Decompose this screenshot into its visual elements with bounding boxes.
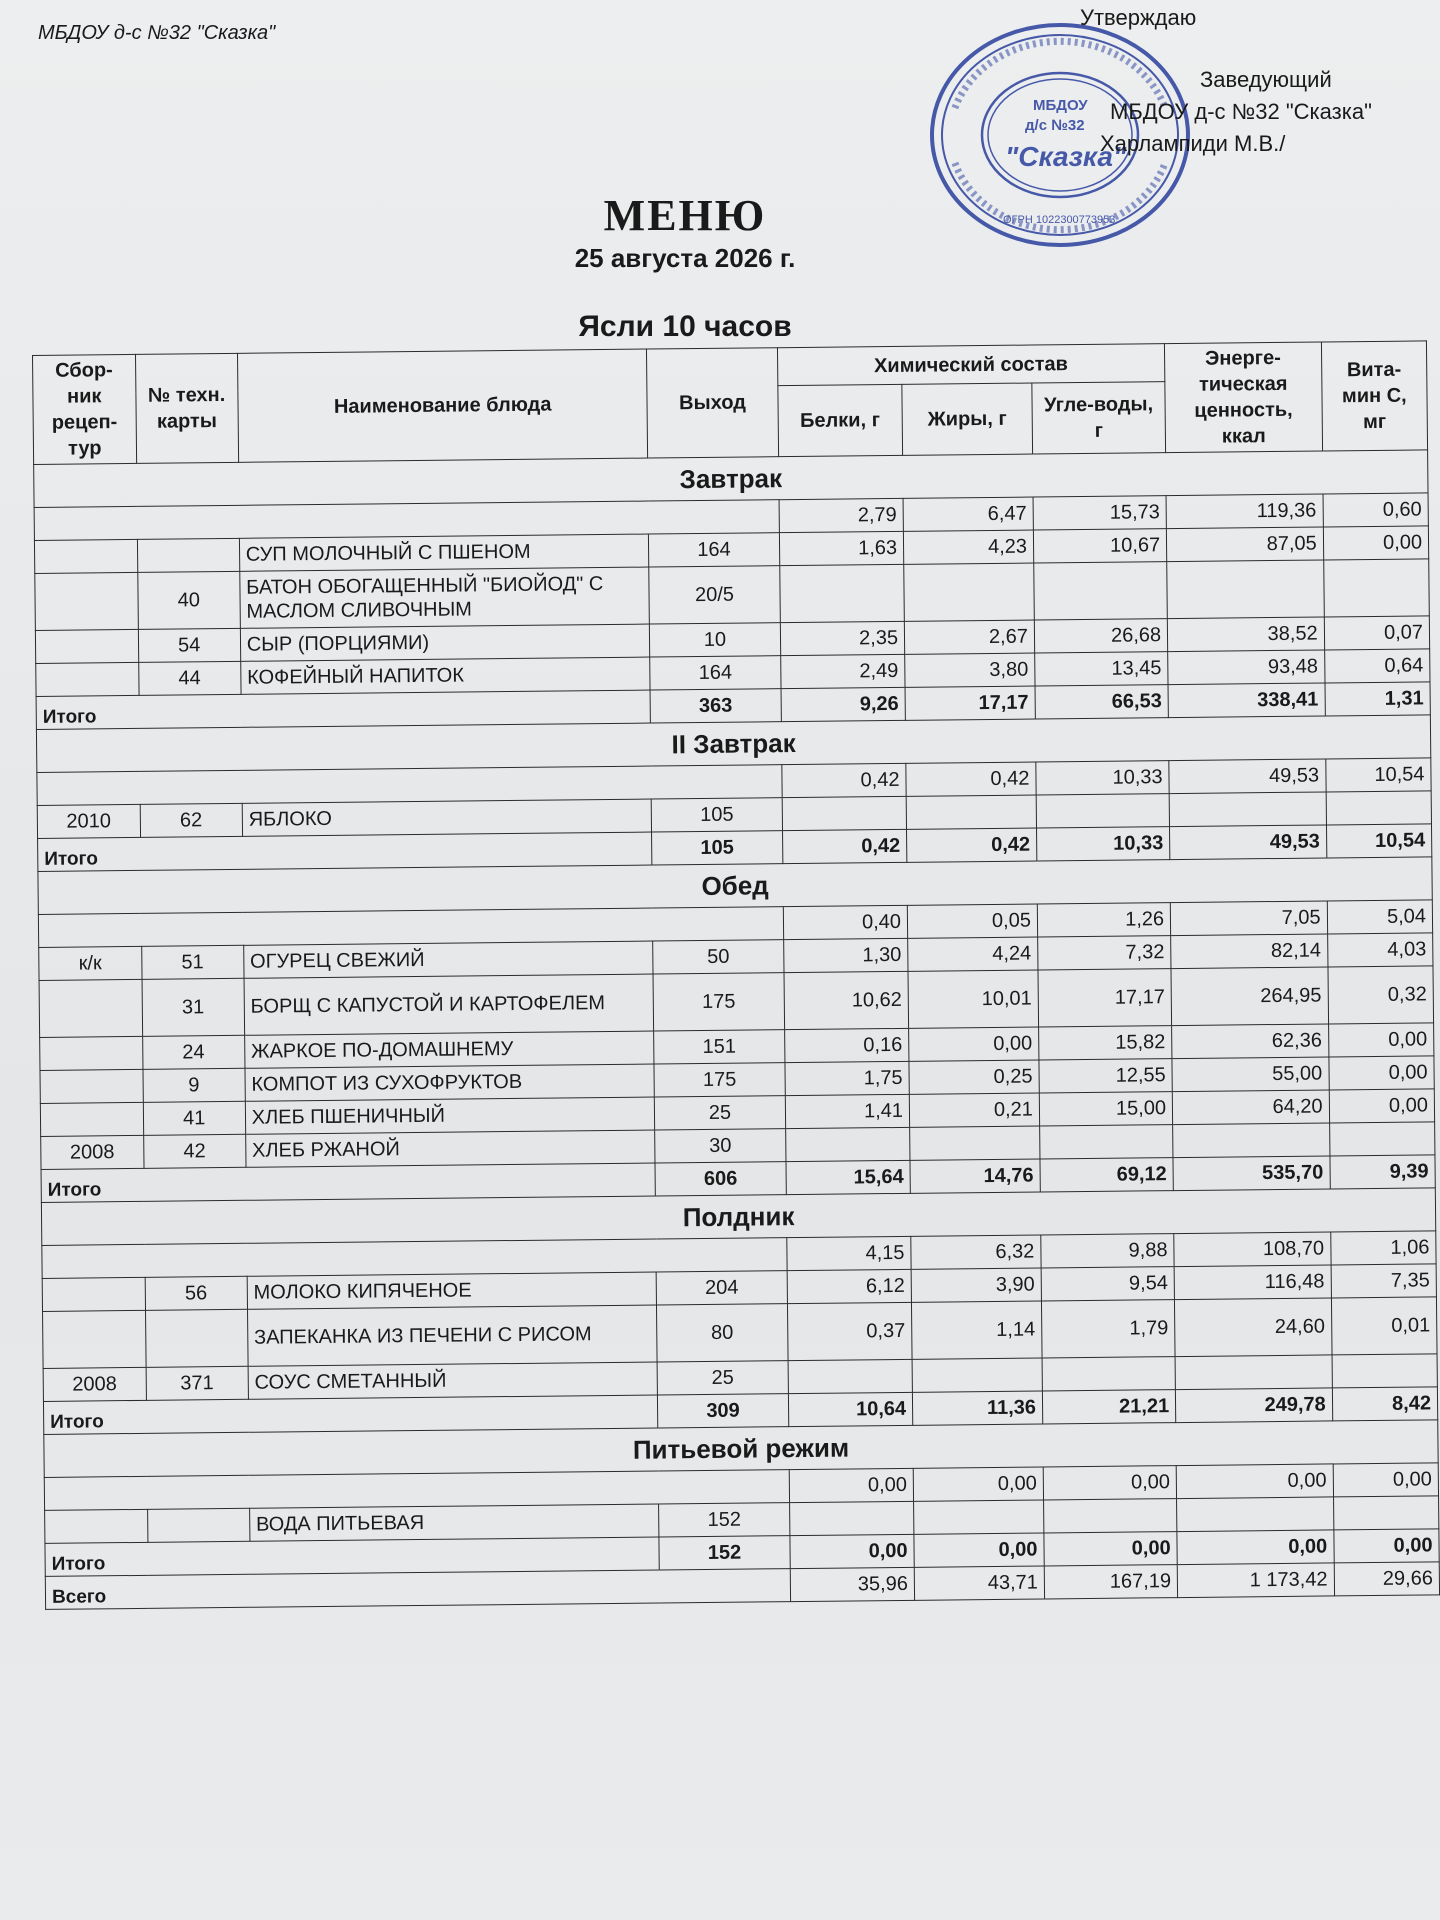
subtotal-carbs-value: 10,33 (1036, 827, 1170, 861)
vitamin-c-value: 0,64 (1324, 649, 1430, 683)
output-cell: 20/5 (649, 566, 780, 624)
energy-value: 82,14 (1171, 934, 1328, 969)
subtotal-protein-value: 10,64 (788, 1392, 913, 1426)
tech-card-cell: 62 (140, 803, 242, 837)
dish-name-cell: СОУС СМЕТАННЫЙ (248, 1362, 658, 1399)
menu-date: 25 августа 2026 г. (574, 243, 796, 273)
carbs-value: 0,00 (1043, 1466, 1177, 1500)
section-title: Полдник (41, 1188, 1435, 1246)
subtotal-output: 152 (659, 1536, 789, 1570)
dish-name-cell: ХЛЕБ ПШЕНИЧНЫЙ (245, 1097, 655, 1134)
tech-card-cell: 40 (137, 571, 240, 629)
subtotal-fat-value: 17,17 (905, 686, 1035, 720)
fat-value (912, 1358, 1042, 1392)
fat-value (906, 795, 1036, 829)
subtotal-fat-value: 0,00 (914, 1533, 1044, 1567)
carbs-value: 15,82 (1039, 1026, 1173, 1060)
vitamin-c-value: 1,06 (1330, 1231, 1436, 1265)
grand-total-label: Всего (45, 1569, 790, 1610)
subtotal-vitamin-c-value: 0,00 (1334, 1529, 1440, 1563)
grand-total-fat-value: 43,71 (914, 1566, 1044, 1600)
subtotal-protein-value: 0,00 (789, 1534, 914, 1568)
carbs-value: 9,54 (1041, 1267, 1175, 1301)
output-cell: 50 (653, 940, 783, 974)
energy-value: 108,70 (1174, 1232, 1331, 1267)
carbs-value: 1,26 (1037, 903, 1171, 937)
section-title: Завтрак (34, 450, 1428, 508)
dish-name-cell: ЗАПЕКАНКА ИЗ ПЕЧЕНИ С РИСОМ (247, 1305, 657, 1366)
dish-name-cell: ХЛЕБ РЖАНОЙ (245, 1130, 655, 1167)
menu-table (32, 340, 1440, 1610)
subtotal-label: Итого (38, 832, 653, 871)
carbs-value: 17,17 (1038, 969, 1172, 1027)
dish-name-cell: ЖАРКОЕ ПО-ДОМАШНЕМУ (244, 1031, 654, 1068)
recipe-collection-cell: 2008 (41, 1135, 144, 1169)
grand-total-protein-value: 35,96 (790, 1567, 915, 1601)
carbs-value: 26,68 (1034, 619, 1168, 653)
carbs-value: 1,79 (1041, 1300, 1175, 1358)
recipe-collection-cell (34, 539, 137, 573)
fat-value: 0,42 (906, 762, 1036, 796)
dish-name-cell: СУП МОЛОЧНЫЙ С ПШЕНОМ (239, 534, 649, 571)
dish-name-cell: ЯБЛОКО (242, 799, 652, 836)
group-name: Ясли 10 часов (578, 310, 792, 343)
vitamin-c-value (1323, 559, 1429, 617)
vitamin-c-value: 0,07 (1324, 616, 1430, 650)
dish-name-cell: СЫР (ПОРЦИЯМИ) (240, 624, 650, 661)
subtotal-protein-value: 15,64 (785, 1160, 910, 1194)
output-cell: 25 (658, 1361, 788, 1395)
dish-name-cell: ОГУРЕЦ СВЕЖИЙ (243, 941, 653, 978)
output-cell: 10 (650, 623, 780, 657)
section-title: II Завтрак (36, 715, 1430, 773)
organization-name: МБДОУ д-с №32 "Сказка" (38, 22, 276, 44)
grand-total-energy-value: 1 173,42 (1177, 1563, 1334, 1598)
recipe-collection-cell (45, 1509, 148, 1543)
subtotal-energy-value: 249,78 (1176, 1388, 1333, 1423)
protein-value: 1,41 (785, 1094, 910, 1128)
approver-name: Харлампиди М.В./ (1100, 131, 1286, 156)
carbs-value (1042, 1357, 1176, 1391)
fat-value: 3,90 (911, 1268, 1041, 1302)
fat-value: 0,05 (907, 904, 1037, 938)
fat-value: 3,80 (905, 653, 1035, 687)
protein-value: 0,16 (784, 1028, 909, 1062)
carbs-value: 12,55 (1039, 1059, 1173, 1093)
protein-value (782, 796, 907, 830)
protein-value: 0,42 (781, 763, 906, 797)
subtotal-vitamin-c-value: 10,54 (1326, 824, 1432, 858)
approver-organization: МБДОУ д-с №32 "Сказка" (1110, 99, 1372, 124)
subtotal-fat-value: 11,36 (912, 1391, 1042, 1425)
energy-value (1175, 1355, 1332, 1390)
tech-card-cell: 42 (143, 1134, 245, 1168)
fat-value: 6,47 (903, 497, 1033, 531)
protein-value (788, 1359, 913, 1393)
energy-value (1167, 560, 1324, 619)
col-header-dish: Наименование блюда (237, 349, 648, 462)
fat-value: 4,23 (903, 530, 1033, 564)
energy-value: 93,48 (1168, 650, 1325, 685)
protein-value: 0,40 (783, 905, 908, 939)
subtotal-carbs-value: 69,12 (1040, 1158, 1174, 1192)
tech-card-cell: 54 (138, 628, 240, 662)
output-cell: 164 (650, 656, 780, 690)
subtotal-energy-value: 0,00 (1177, 1530, 1334, 1565)
col-header-chem: Химический состав (777, 344, 1165, 386)
subtotal-energy-value: 535,70 (1173, 1156, 1330, 1191)
dish-name-cell: БАТОН ОБОГАЩЕННЫЙ "БИОЙОД" С МАСЛОМ СЛИВОЧНЫМ (240, 567, 650, 628)
dish-name-cell: МОЛОКО КИПЯЧЕНОЕ (247, 1272, 657, 1309)
tech-card-cell: 41 (143, 1101, 245, 1135)
recipe-collection-cell (36, 662, 139, 696)
subtotal-fat-value: 14,76 (910, 1159, 1040, 1193)
fat-value: 0,00 (909, 1027, 1039, 1061)
subtotal-label: Итого (43, 1395, 658, 1434)
protein-value: 2,49 (780, 654, 905, 688)
subtotal-vitamin-c-value: 9,39 (1330, 1155, 1436, 1189)
recipe-collection-cell (35, 572, 138, 630)
energy-value: 7,05 (1170, 901, 1327, 936)
protein-value (789, 1501, 914, 1535)
carbs-value: 7,32 (1038, 936, 1172, 970)
fat-value (904, 563, 1034, 621)
tech-card-cell: 24 (142, 1035, 244, 1069)
subtotal-output: 105 (652, 831, 782, 865)
protein-value: 0,00 (789, 1468, 914, 1502)
energy-value: 116,48 (1174, 1265, 1331, 1300)
protein-value: 6,12 (787, 1269, 912, 1303)
carbs-value: 10,33 (1036, 761, 1170, 795)
output-cell: 152 (659, 1503, 789, 1537)
output-cell: 105 (652, 798, 782, 832)
energy-value: 38,52 (1167, 617, 1324, 652)
vitamin-c-value: 0,01 (1331, 1297, 1437, 1355)
carbs-value: 10,67 (1033, 529, 1167, 563)
vitamin-c-value (1326, 791, 1432, 825)
fat-value (914, 1500, 1044, 1534)
col-header-energy: Энерге-тическая ценность, ккал (1165, 342, 1323, 453)
section-title: Обед (38, 857, 1432, 915)
subtotal-carbs-value: 66,53 (1035, 685, 1169, 719)
subtotal-energy-value: 338,41 (1168, 683, 1325, 718)
energy-value (1169, 792, 1326, 827)
protein-value (779, 564, 904, 622)
energy-value: 55,00 (1172, 1057, 1329, 1092)
recipe-collection-cell: к/к (39, 946, 142, 980)
output-cell: 204 (657, 1271, 787, 1305)
subtotal-label: Итого (45, 1537, 660, 1576)
protein-value: 2,35 (780, 621, 905, 655)
dish-name-cell: КОМПОТ ИЗ СУХОФРУКТОВ (245, 1064, 655, 1101)
grand-total-carbs-value: 167,19 (1044, 1565, 1178, 1599)
vitamin-c-value: 10,54 (1325, 758, 1431, 792)
recipe-collection-cell (43, 1310, 146, 1368)
carbs-value: 13,45 (1035, 652, 1169, 686)
protein-value: 2,79 (779, 498, 904, 532)
energy-value: 64,20 (1172, 1090, 1329, 1125)
approve-label: Утверждаю (1080, 5, 1197, 30)
section-title: Питьевой режим (44, 1420, 1438, 1478)
energy-value: 0,00 (1176, 1464, 1333, 1499)
vitamin-c-value: 4,03 (1327, 933, 1433, 967)
vitamin-c-value: 0,00 (1333, 1463, 1439, 1497)
fat-value: 1,14 (911, 1301, 1041, 1359)
carbs-value (1036, 794, 1170, 828)
dish-name-cell: ВОДА ПИТЬЕВАЯ (249, 1504, 659, 1541)
subtotal-output: 606 (655, 1162, 785, 1196)
col-header-card: № техн. карты (135, 353, 238, 463)
protein-value: 4,15 (786, 1236, 911, 1270)
protein-value (785, 1127, 910, 1161)
recipe-collection-cell (39, 979, 142, 1037)
subtotal-fat-value: 0,42 (907, 828, 1037, 862)
tech-card-cell: 51 (141, 945, 243, 979)
recipe-collection-cell (35, 629, 138, 663)
tech-card-cell (145, 1309, 248, 1367)
fat-value: 2,67 (904, 620, 1034, 654)
col-header-collection: Сбор-ник рецеп-тур (33, 354, 137, 464)
tech-card-cell: 56 (145, 1276, 247, 1310)
energy-value: 119,36 (1166, 494, 1323, 529)
output-cell: 25 (655, 1096, 785, 1130)
protein-value: 0,37 (787, 1302, 912, 1360)
subtotal-protein-value: 0,42 (782, 829, 907, 863)
carbs-value (1043, 1499, 1177, 1533)
tech-card-cell (147, 1508, 249, 1542)
fat-value (910, 1126, 1040, 1160)
recipe-collection-cell: 2008 (43, 1367, 146, 1401)
tech-card-cell: 9 (143, 1068, 245, 1102)
protein-value: 1,63 (779, 531, 904, 565)
vitamin-c-value: 0,60 (1323, 493, 1429, 527)
vitamin-c-value: 7,35 (1331, 1264, 1437, 1298)
stamp-text-3: "Сказка" (1005, 141, 1127, 172)
protein-value: 10,62 (784, 971, 909, 1029)
fat-value: 0,25 (909, 1060, 1039, 1094)
page-title: МЕНЮ (603, 191, 767, 240)
tech-card-cell: 44 (138, 661, 240, 695)
energy-value: 264,95 (1171, 967, 1328, 1026)
subtotal-output: 363 (650, 689, 780, 723)
fat-value: 10,01 (908, 970, 1038, 1028)
protein-value: 1,30 (783, 938, 908, 972)
stamp-text-1: МБДОУ (1033, 97, 1088, 114)
recipe-collection-cell (40, 1102, 143, 1136)
tech-card-cell: 371 (146, 1366, 248, 1400)
fat-value: 0,00 (913, 1467, 1043, 1501)
col-header-output: Выход (647, 348, 778, 458)
fat-value: 4,24 (908, 937, 1038, 971)
subtotal-carbs-value: 21,21 (1042, 1390, 1176, 1424)
subtotal-protein-value: 9,26 (781, 687, 906, 721)
energy-value: 24,60 (1175, 1298, 1332, 1357)
output-cell: 175 (653, 973, 784, 1031)
fat-value: 6,32 (911, 1235, 1041, 1269)
subtotal-vitamin-c-value: 1,31 (1325, 682, 1431, 716)
energy-value (1177, 1497, 1334, 1532)
fat-value: 0,21 (909, 1093, 1039, 1127)
vitamin-c-value: 5,04 (1327, 900, 1433, 934)
energy-value (1173, 1123, 1330, 1158)
stamp-ogrn: ОГРН 1022300773953 (1003, 214, 1116, 226)
vitamin-c-value: 0,32 (1328, 966, 1434, 1024)
recipe-collection-cell (40, 1036, 143, 1070)
tech-card-cell (137, 538, 239, 572)
vitamin-c-value (1332, 1354, 1438, 1388)
approver-position: Заведующий (1200, 67, 1332, 92)
output-cell: 151 (654, 1030, 784, 1064)
energy-value: 87,05 (1166, 527, 1323, 562)
protein-value: 1,75 (784, 1061, 909, 1095)
stamp-text-2: д/с №32 (1025, 117, 1085, 134)
output-cell: 164 (649, 533, 779, 567)
carbs-value: 15,73 (1033, 496, 1167, 530)
output-cell: 80 (657, 1304, 788, 1362)
subtotal-carbs-value: 0,00 (1044, 1532, 1178, 1566)
energy-value: 62,36 (1172, 1024, 1329, 1059)
carbs-value (1040, 1125, 1174, 1159)
vitamin-c-value (1329, 1122, 1435, 1156)
output-cell: 175 (654, 1063, 784, 1097)
carbs-value (1034, 562, 1168, 620)
carbs-value: 15,00 (1039, 1092, 1173, 1126)
approval-block (1080, 2, 1420, 160)
tech-card-cell: 31 (142, 978, 245, 1036)
dish-name-cell: КОФЕЙНЫЙ НАПИТОК (240, 657, 650, 694)
output-cell: 30 (655, 1129, 785, 1163)
recipe-collection-cell: 2010 (37, 804, 140, 838)
dish-name-cell: БОРЩ С КАПУСТОЙ И КАРТОФЕЛЕМ (244, 974, 654, 1035)
col-header-protein: Белки, г (777, 385, 902, 457)
subtotal-output: 309 (658, 1394, 788, 1428)
vitamin-c-value: 0,00 (1323, 526, 1429, 560)
subtotal-vitamin-c-value: 8,42 (1332, 1387, 1438, 1421)
vitamin-c-value (1333, 1496, 1439, 1530)
subtotal-label: Итого (41, 1163, 656, 1202)
col-header-fat: Жиры, г (902, 383, 1033, 455)
grand-total-vitamin-c-value: 29,66 (1334, 1562, 1440, 1596)
col-header-carbs: Угле-воды, г (1032, 382, 1166, 454)
vitamin-c-value: 0,00 (1329, 1056, 1435, 1090)
energy-value: 49,53 (1169, 759, 1326, 794)
vitamin-c-value: 0,00 (1329, 1089, 1435, 1123)
subtotal-label: Итого (36, 690, 651, 729)
vitamin-c-value: 0,00 (1328, 1023, 1434, 1057)
subtotal-energy-value: 49,53 (1170, 825, 1327, 860)
recipe-collection-cell (42, 1277, 145, 1311)
recipe-collection-cell (40, 1069, 143, 1103)
col-header-vitc: Вита-мин С, мг (1321, 341, 1427, 451)
carbs-value: 9,88 (1041, 1234, 1175, 1268)
